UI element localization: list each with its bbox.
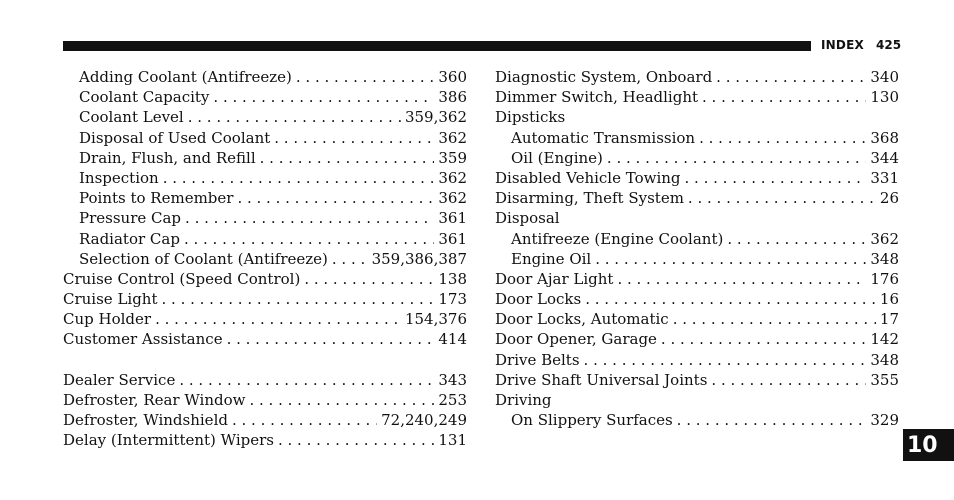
index-entry — [495, 329, 899, 349]
dot-leader — [585, 289, 876, 309]
index-column-right — [495, 67, 899, 430]
dot-leader — [685, 168, 867, 188]
section-title: INDEX — [821, 38, 864, 52]
index-entry-page: 361 — [438, 229, 467, 248]
index-entry-label: Dealer Service — [63, 370, 176, 389]
index-entry-label: Door Locks, Automatic — [495, 310, 669, 329]
index-entry — [495, 269, 899, 289]
index-entry-label: Driving — [495, 391, 552, 409]
dot-leader — [584, 350, 867, 370]
index-entry-page: 386 — [438, 88, 467, 107]
index-entry-page: 368 — [870, 128, 899, 147]
dot-leader — [213, 87, 434, 107]
index-entry-page: 359 — [438, 148, 467, 167]
dot-leader — [249, 390, 434, 410]
index-entry — [63, 67, 467, 87]
dot-leader — [163, 168, 435, 188]
index-entry-label: Cruise Control (Speed Control) — [63, 269, 301, 288]
index-entry — [495, 249, 899, 269]
index-entry-label: Radiator Cap — [79, 229, 180, 248]
header-rule — [63, 41, 811, 51]
index-entry-page: 26 — [879, 189, 899, 208]
dot-leader — [661, 329, 866, 349]
index-entry-page: 362 — [438, 189, 467, 208]
index-entry-page: 176 — [870, 269, 899, 288]
index-entry — [63, 188, 467, 208]
chapter-tab — [903, 429, 954, 461]
index-entry-page: 344 — [870, 148, 899, 167]
index-entry-label: Door Ajar Light — [495, 269, 614, 288]
index-entry-page: 131 — [438, 431, 467, 450]
dot-leader — [227, 329, 435, 349]
index-entry-page: 348 — [870, 350, 899, 369]
dot-leader — [162, 289, 435, 309]
index-entry-label: Automatic Transmission — [511, 128, 696, 147]
index-entry-page: 329 — [870, 411, 899, 430]
dot-leader — [699, 128, 866, 148]
page-number: 425 — [876, 38, 902, 52]
index-entry — [495, 309, 899, 329]
index-entry-label: Selection of Coolant (Antifreeze) — [79, 249, 328, 268]
index-entry-label: Adding Coolant (Antifreeze) — [79, 68, 292, 86]
dot-leader — [617, 269, 866, 289]
index-entry-label: Defroster, Rear Window — [63, 391, 246, 409]
index-entry-label: Inspection — [79, 168, 159, 187]
index-entry-label: Engine Oil — [511, 249, 592, 268]
index-entry-label: Defroster, Windshield — [63, 411, 228, 430]
index-entry — [63, 390, 467, 410]
index-entry — [495, 128, 899, 148]
index-entry — [63, 309, 467, 329]
dot-leader — [688, 188, 876, 208]
index-column-left — [63, 67, 467, 451]
chapter-tab-label: 10 — [907, 432, 938, 458]
index-entry-page: 72,240,249 — [381, 411, 467, 430]
index-entry — [495, 410, 899, 430]
index-entry-page: 154,376 — [404, 310, 467, 329]
index-entry-label: Cruise Light — [63, 290, 158, 309]
index-entry — [495, 229, 899, 249]
index-entry-label: Dipsticks — [495, 108, 566, 127]
index-entry-page: 348 — [870, 249, 899, 268]
index-entry-label: Delay (Intermittent) Wipers — [63, 431, 274, 450]
index-entry — [495, 370, 899, 390]
index-entry — [495, 168, 899, 188]
index-entry — [63, 329, 467, 349]
index-entry-label: Drive Belts — [495, 350, 580, 369]
dot-leader — [278, 430, 434, 450]
index-entry-label: Cup Holder — [63, 310, 152, 329]
index-entry-page: 362 — [438, 168, 467, 187]
index-entry-page: 343 — [438, 370, 467, 389]
index-heading — [495, 390, 899, 410]
index-entry — [495, 87, 899, 107]
index-entry-label: Points to Remember — [79, 189, 234, 208]
index-entry-page: 340 — [870, 68, 899, 86]
index-entry — [63, 229, 467, 249]
index-entry — [63, 128, 467, 148]
index-entry-label: On Slippery Surfaces — [511, 411, 673, 430]
index-entry-label: Door Locks — [495, 290, 582, 309]
index-entry — [63, 430, 467, 450]
index-entry-page: 253 — [438, 391, 467, 409]
dot-leader — [155, 309, 401, 329]
dot-leader — [296, 67, 434, 87]
index-entry-page: 355 — [870, 370, 899, 389]
index-entry-label: Drive Shaft Universal Joints — [495, 370, 708, 389]
dot-leader — [260, 148, 435, 168]
index-entry-page: 359,362 — [404, 108, 467, 127]
index-entry-page: 331 — [870, 168, 899, 187]
index-entry — [495, 188, 899, 208]
index-entry — [63, 289, 467, 309]
index-entry — [63, 148, 467, 168]
dot-leader — [184, 229, 434, 249]
index-entry-page: 360 — [438, 68, 467, 86]
index-entry-label: Coolant Level — [79, 108, 184, 127]
index-entry — [495, 67, 899, 87]
index-spacer — [63, 350, 467, 370]
index-entry — [495, 289, 899, 309]
index-entry-page: 138 — [438, 269, 467, 288]
index-entry — [63, 370, 467, 390]
index-entry-label: Disabled Vehicle Towing — [495, 168, 681, 187]
index-entry-label: Disposal — [495, 209, 560, 228]
index-entry-label: Disarming, Theft System — [495, 189, 684, 208]
index-entry-label: Antifreeze (Engine Coolant) — [511, 229, 724, 248]
dot-leader — [332, 249, 368, 269]
index-heading — [495, 107, 899, 127]
index-entry-label: Disposal of Used Coolant — [79, 128, 271, 147]
index-entry-page: 17 — [879, 310, 899, 329]
index-entry — [63, 269, 467, 289]
index-entry-page: 130 — [870, 88, 899, 107]
index-entry-label: Diagnostic System, Onboard — [495, 68, 713, 86]
dot-leader — [727, 229, 866, 249]
index-entry-label: Dimmer Switch, Headlight — [495, 88, 699, 107]
dot-leader — [677, 410, 867, 430]
index-entry — [495, 350, 899, 370]
dot-leader — [607, 148, 866, 168]
index-entry-page: 362 — [870, 229, 899, 248]
dot-leader — [274, 128, 434, 148]
index-entry — [63, 410, 467, 430]
dot-leader — [179, 370, 434, 390]
index-entry-label: Drain, Flush, and Refill — [79, 148, 256, 167]
index-entry-label: Coolant Capacity — [79, 88, 210, 107]
index-entry — [63, 168, 467, 188]
dot-leader — [595, 249, 866, 269]
index-entry-page: 16 — [879, 290, 899, 309]
dot-leader — [716, 67, 866, 87]
index-entry — [63, 107, 467, 127]
index-entry-page: 359,386,387 — [371, 249, 467, 268]
index-entry-label: Door Opener, Garage — [495, 330, 657, 349]
dot-leader — [673, 309, 876, 329]
index-entry-page: 173 — [438, 290, 467, 309]
index-entry — [495, 148, 899, 168]
dot-leader — [711, 370, 866, 390]
dot-leader — [185, 208, 434, 228]
index-entry-page: 362 — [438, 128, 467, 147]
index-entry-label: Oil (Engine) — [511, 148, 603, 167]
index-entry — [63, 249, 467, 269]
dot-leader — [304, 269, 434, 289]
index-heading — [495, 208, 899, 228]
index-entry — [63, 87, 467, 107]
index-entry-label: Customer Assistance — [63, 330, 223, 349]
dot-leader — [702, 87, 866, 107]
index-entry-page: 142 — [870, 330, 899, 349]
index-entry-label: Pressure Cap — [79, 209, 182, 228]
dot-leader — [232, 410, 377, 430]
dot-leader — [188, 107, 401, 127]
dot-leader — [237, 188, 434, 208]
index-entry-page: 414 — [438, 330, 467, 349]
index-entry — [63, 208, 467, 228]
index-entry-page: 361 — [438, 209, 467, 228]
